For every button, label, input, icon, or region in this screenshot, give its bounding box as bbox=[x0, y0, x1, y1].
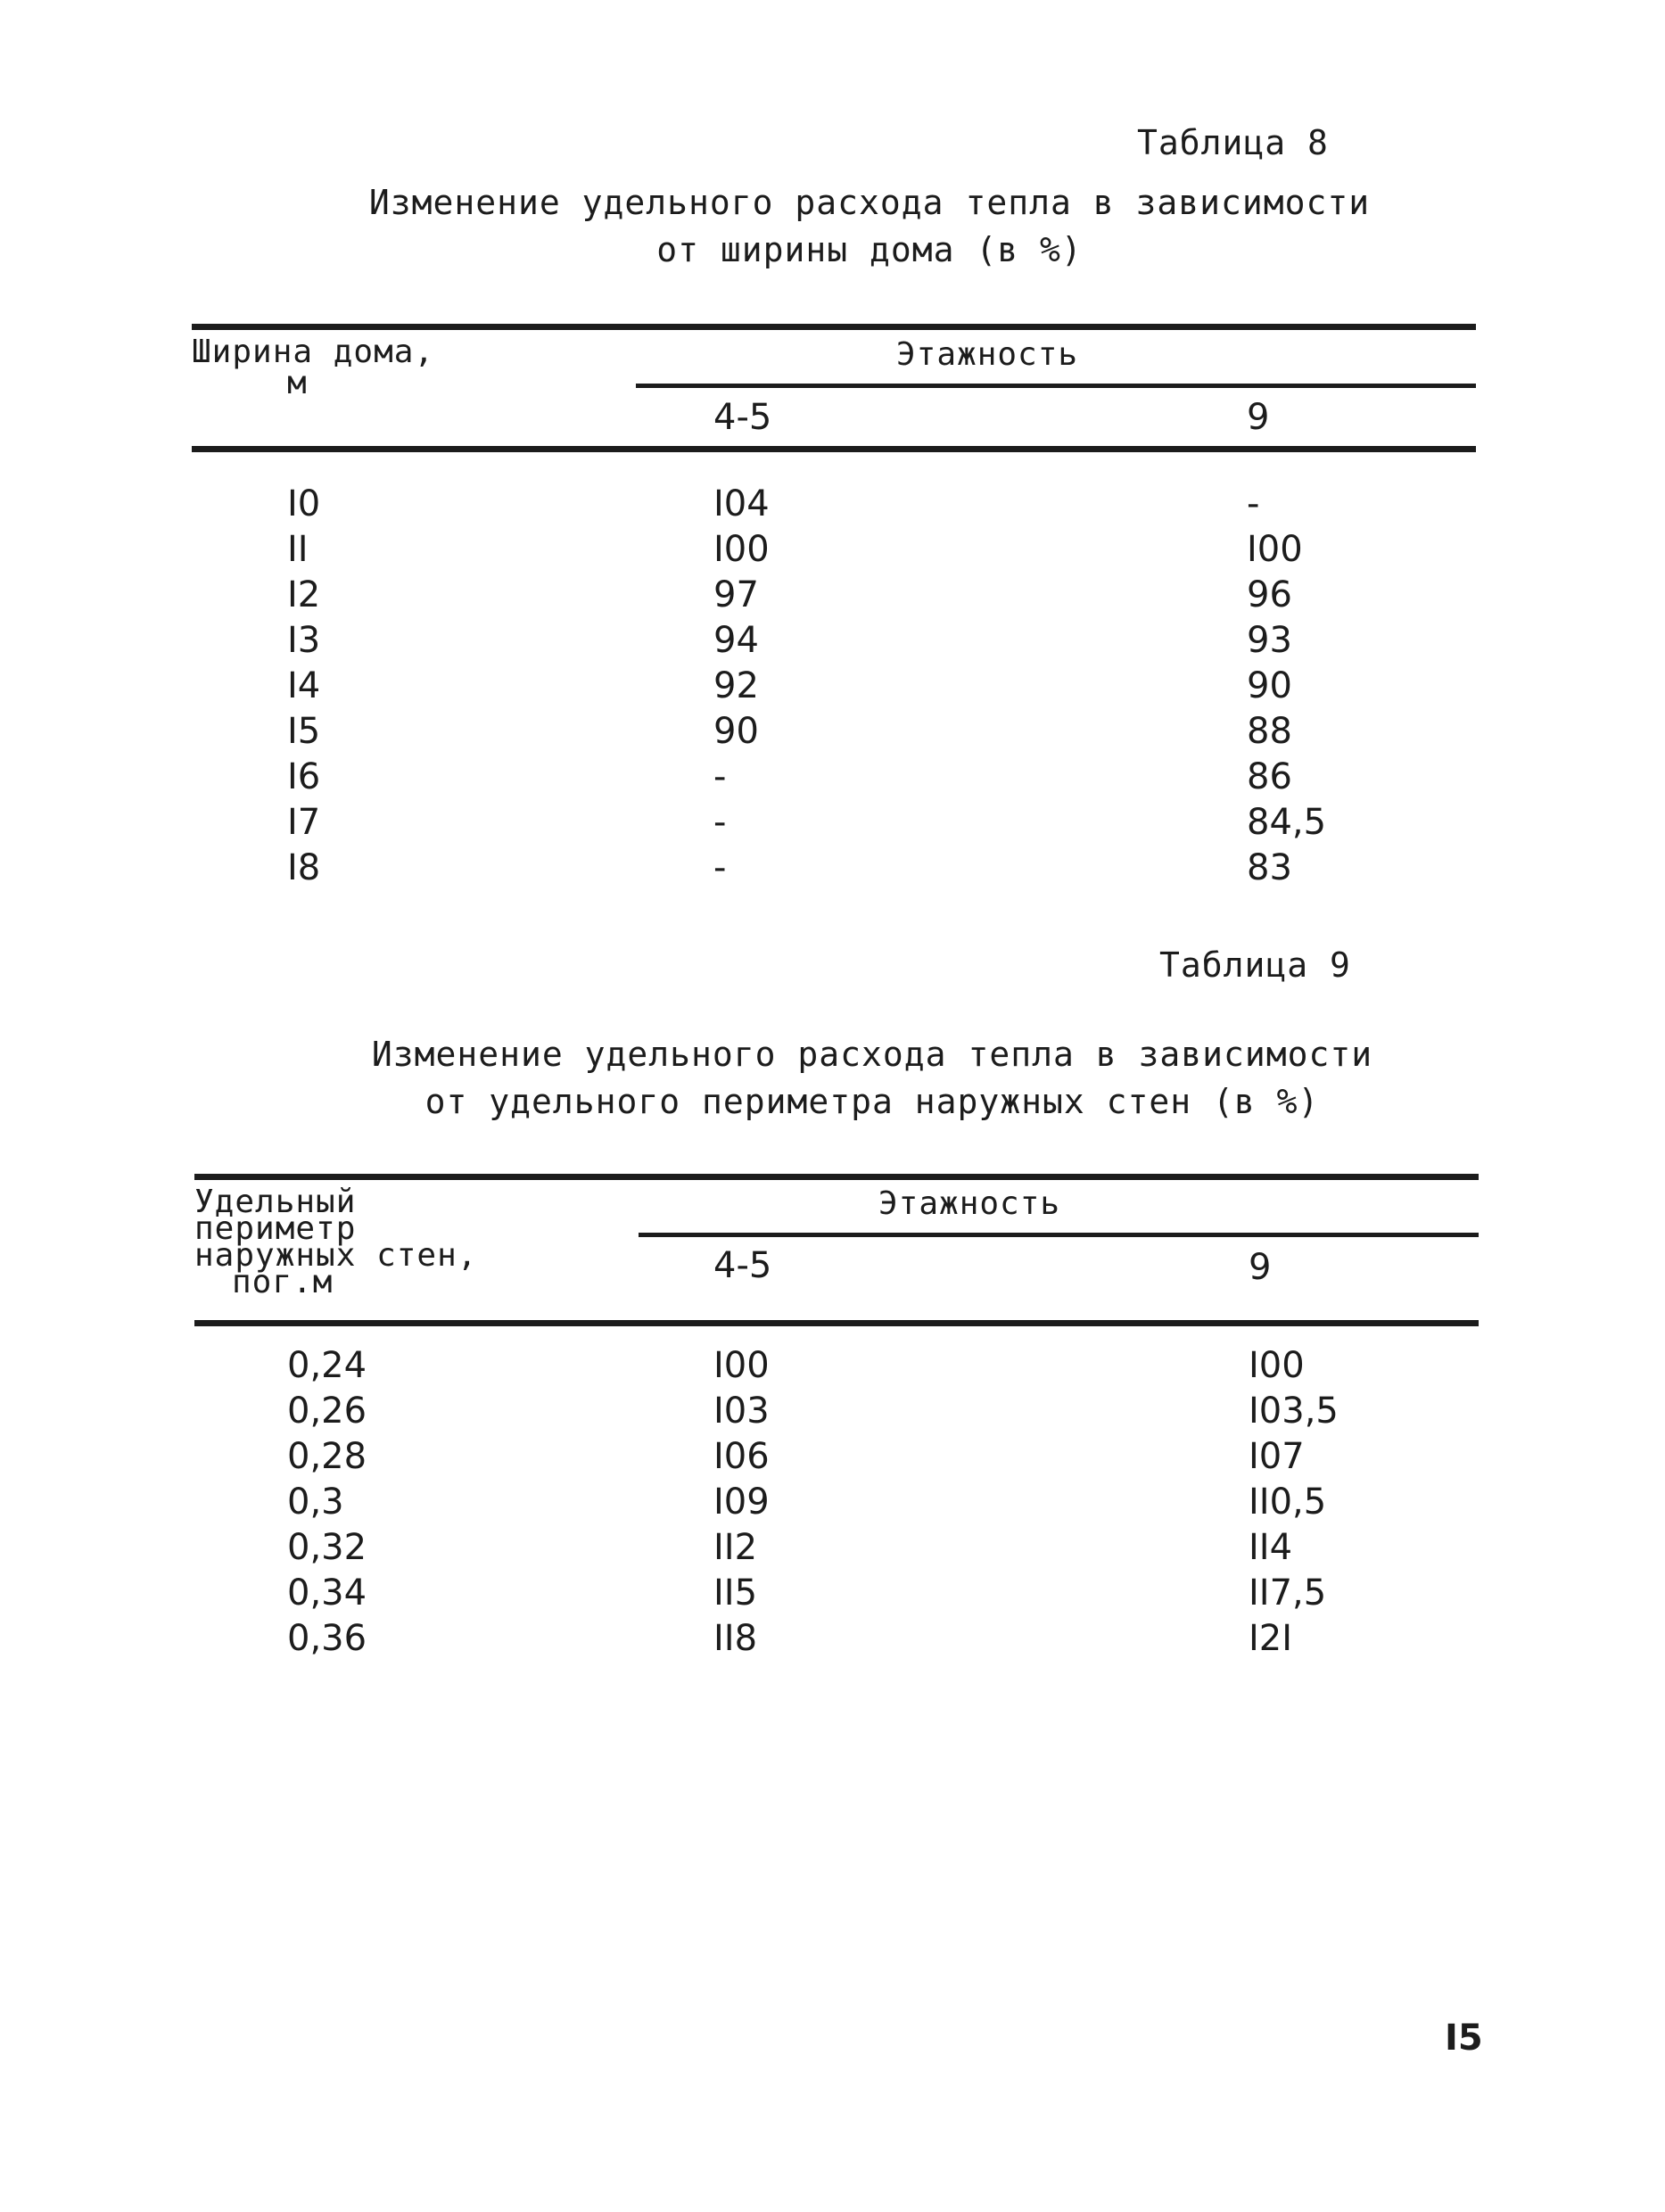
table9-row-7-floors-9: I2I bbox=[1249, 1618, 1293, 1659]
table9-col-header-l3: наружных стен, bbox=[194, 1237, 478, 1274]
table9-row-4-floors-4-5: I09 bbox=[713, 1482, 770, 1523]
table9-header-rule bbox=[194, 1320, 1479, 1326]
table8-group-rule bbox=[636, 384, 1476, 388]
table9-row-5-perimeter: 0,32 bbox=[287, 1527, 367, 1568]
table8-row-1-width: I0 bbox=[287, 483, 321, 524]
table8-caption-line1: Изменение удельного расхода тепла в зависимости bbox=[368, 183, 1371, 222]
table8-row-4-width: I3 bbox=[287, 620, 321, 661]
table9-col-header-l1: Удельный bbox=[194, 1184, 357, 1220]
table8-row-8-floors-9: 84,5 bbox=[1247, 802, 1327, 843]
table9-row-6-floors-9: II7,5 bbox=[1249, 1572, 1327, 1614]
table8-row-5-floors-4-5: 92 bbox=[713, 665, 759, 706]
table8-row-4-floors-4-5: 94 bbox=[713, 620, 759, 661]
table9-group-header: Этажность bbox=[878, 1185, 1061, 1222]
table8-row-9-width: I8 bbox=[287, 847, 321, 888]
table9-row-7-floors-4-5: II8 bbox=[713, 1618, 758, 1659]
table9-top-rule bbox=[194, 1174, 1479, 1180]
table8-sub-header-a: 4-5 bbox=[713, 397, 772, 438]
table8-row-9-floors-9: 83 bbox=[1247, 847, 1292, 888]
table9-row-2-floors-9: I03,5 bbox=[1249, 1391, 1339, 1432]
table9-row-3-floors-4-5: I06 bbox=[713, 1436, 770, 1477]
table8-row-2-width: II bbox=[287, 529, 309, 570]
table8-col-width-header: Ширина дома, bbox=[192, 334, 435, 370]
table9-row-5-floors-9: II4 bbox=[1249, 1527, 1293, 1568]
table8-row-8-width: I7 bbox=[287, 802, 321, 843]
table9-sub-header-a: 4-5 bbox=[713, 1245, 772, 1286]
table9-row-6-perimeter: 0,34 bbox=[287, 1572, 367, 1614]
table9-row-5-floors-4-5: II2 bbox=[713, 1527, 758, 1568]
table9-sub-header-b: 9 bbox=[1249, 1247, 1272, 1288]
table9-row-3-floors-9: I07 bbox=[1249, 1436, 1305, 1477]
table8-row-2-floors-4-5: I00 bbox=[713, 529, 770, 570]
table9-row-4-floors-9: II0,5 bbox=[1249, 1482, 1327, 1523]
table9-row-7-perimeter: 0,36 bbox=[287, 1618, 367, 1659]
table8-row-3-width: I2 bbox=[287, 574, 321, 615]
table9-group-rule bbox=[639, 1233, 1479, 1237]
table9-row-2-floors-4-5: I03 bbox=[713, 1391, 770, 1432]
table9-row-1-perimeter: 0,24 bbox=[287, 1345, 367, 1386]
table8-header-rule bbox=[192, 446, 1476, 452]
table9-row-1-floors-4-5: I00 bbox=[713, 1345, 770, 1386]
table9-label: Таблица 9 bbox=[1159, 945, 1351, 985]
table9-col-header-l2: периметр bbox=[194, 1210, 357, 1247]
table8-col-width-unit: м bbox=[287, 365, 308, 401]
table8-row-6-floors-4-5: 90 bbox=[713, 711, 759, 752]
table8-row-4-floors-9: 93 bbox=[1247, 620, 1292, 661]
table8-row-6-floors-9: 88 bbox=[1247, 711, 1292, 752]
table8-row-7-width: I6 bbox=[287, 756, 321, 797]
table9-caption-line1: Изменение удельного расхода тепла в зависимости bbox=[371, 1035, 1373, 1074]
table8-row-7-floors-9: 86 bbox=[1247, 756, 1292, 797]
table8-label: Таблица 8 bbox=[1137, 123, 1329, 162]
table8-row-7-floors-4-5: - bbox=[713, 756, 727, 797]
page-number: I5 bbox=[1445, 2018, 1483, 2059]
table9-caption-line2: от удельного периметра наружных стен (в %) bbox=[424, 1082, 1320, 1121]
table9-row-6-floors-4-5: II5 bbox=[713, 1572, 758, 1614]
table9-row-1-floors-9: I00 bbox=[1249, 1345, 1305, 1386]
table9-row-4-perimeter: 0,3 bbox=[287, 1482, 344, 1523]
table8-row-8-floors-4-5: - bbox=[713, 802, 727, 843]
table8-row-5-floors-9: 90 bbox=[1247, 665, 1292, 706]
table8-row-3-floors-9: 96 bbox=[1247, 574, 1292, 615]
table8-row-9-floors-4-5: - bbox=[713, 847, 727, 888]
table8-top-rule bbox=[192, 324, 1476, 330]
table8-row-1-floors-9: - bbox=[1247, 483, 1260, 524]
table8-caption-line2: от ширины дома (в %) bbox=[656, 230, 1083, 269]
table8-group-header: Этажность bbox=[896, 336, 1079, 373]
table8-row-5-width: I4 bbox=[287, 665, 321, 706]
table8-row-1-floors-4-5: I04 bbox=[713, 483, 770, 524]
table8-row-2-floors-9: I00 bbox=[1247, 529, 1303, 570]
table9-row-2-perimeter: 0,26 bbox=[287, 1391, 367, 1432]
table9-row-3-perimeter: 0,28 bbox=[287, 1436, 367, 1477]
table9-col-header-l4: пог.м bbox=[232, 1264, 334, 1300]
table8-row-3-floors-4-5: 97 bbox=[713, 574, 759, 615]
table8-sub-header-b: 9 bbox=[1247, 397, 1270, 438]
table8-row-6-width: I5 bbox=[287, 711, 321, 752]
